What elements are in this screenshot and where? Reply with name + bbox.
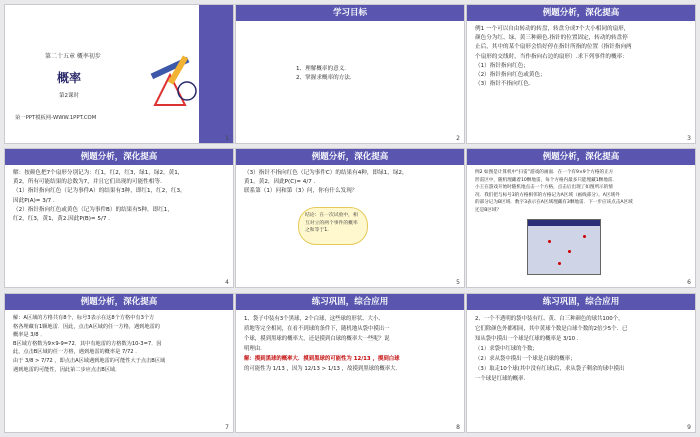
page-number: 7 — [225, 424, 229, 431]
text-line: 它们除颜色外都相同，其中黄球个数是白球个数的2倍少5个．已 — [475, 326, 628, 332]
text-line: 知从袋中摸出一个球是红球的概率是 3/10 ． — [475, 336, 583, 342]
slide-header: 例题分析，深化提高 — [5, 294, 233, 310]
slide-header: 学习目标 — [236, 5, 464, 21]
slide-thumbnail-8[interactable] — [235, 293, 465, 433]
text-line: 此，点击B区域的任一方格，遇到地雷的概率是 7/72 ． — [13, 349, 141, 356]
text-line: 还是B区域？ — [475, 207, 502, 213]
conclusion-callout: 结论：在一次试验中，相互对立的两个事件的概率之和等于1. — [298, 207, 368, 245]
text-line: 黄1，黄2，因此P(C)= 4/7 . — [244, 179, 316, 186]
goal-item: 2、掌握求概率的方法. — [296, 75, 352, 82]
chapter-label: 第二十五章 概率初步 — [45, 53, 101, 60]
text-line: 况．我们把与标号3的方格相邻的方格记为A区域（画线部分），A区域外 — [475, 192, 620, 198]
minesweeper-illustration — [527, 219, 601, 275]
text-line: 一个球是红球的概率. — [475, 376, 526, 382]
slide-header: 例题分析，深化提高 — [467, 5, 695, 21]
text-line: 1、袋子中装有3个黑球，2个白球，这些球的形状、大小、 — [244, 316, 384, 322]
stationery-illustration-icon — [145, 45, 205, 115]
text-line: 红2，红3，黄1，黄2.因此P(B)= 5/7 . — [13, 216, 110, 223]
page-number: 9 — [687, 424, 691, 431]
goal-item: 1、理解概率的意义. — [296, 66, 347, 72]
slide-header: 例题分析，深化提高 — [467, 149, 695, 165]
window-titlebar — [528, 220, 600, 226]
text-line: 遇到地雷的可能性，因此第二步应点击B区域． — [13, 366, 121, 373]
answer-line: 解：摸到黑球的概率大．摸到黑球的可能性为 12/13 ，摸到白球 — [244, 356, 400, 362]
text-line: 止后，其中的某个扇形会恰好停在指针所指的位置（指针指向两 — [475, 44, 632, 51]
text-line: 联系第（1）问和第（3）问，你有什么发现？ — [244, 188, 358, 195]
slide-title: 概率 — [57, 71, 82, 85]
text-line: 小王在游戏开始时随机地点击一个方格，点击后出现了如图所示的情 — [475, 185, 613, 191]
text-line: （2）指针指向红色或黄色； — [475, 72, 546, 79]
mine-marker — [548, 240, 551, 243]
text-line: 解：按颜色把7个扇形分别记为：红1，红2，红3，绿1，绿2，黄1， — [13, 170, 184, 176]
slide-header: 练习巩固，综合应用 — [236, 294, 464, 310]
text-line: 2、一个不透明的袋中装有红、黄、白三种颜色的球共100个， — [475, 316, 624, 322]
mine-marker — [568, 250, 571, 253]
page-number: 6 — [687, 279, 691, 286]
slide-thumbnail-6[interactable] — [466, 148, 696, 288]
page-number: 3 — [687, 135, 691, 142]
text-line: 因此P(A)= 3/7 . — [13, 197, 55, 204]
text-line: 解：A区域的方格共有8个，标号3表示在这8个方格中有3个方 — [13, 315, 155, 321]
slide-header: 例题分析，深化提高 — [5, 149, 233, 165]
lesson-label: 第2课时 — [59, 93, 79, 99]
text-line: （1）求袋中红球的个数； — [475, 346, 538, 352]
slide-thumbnail-9[interactable] — [466, 293, 696, 433]
text-line: （3）指针不指向红色（记为事件C）的结果有4种，即绿1，绿2， — [244, 170, 408, 176]
text-line: 颜色分为红、绿、黄三种颜色.指针的位置固定，转动的转盘停 — [475, 35, 628, 42]
text-line: （1）指针指向红色； — [475, 62, 529, 69]
text-line: （2）求从袋中摸出一个球是白球的概率； — [475, 356, 576, 362]
text-line: B区域方格数为9×9-9=72．其中有地雷的方格数为10-3=7．因 — [13, 340, 162, 347]
slide-thumbnail-4[interactable] — [4, 148, 234, 288]
text-line: 例2 如图是计算机中“扫雷”游戏的画面．在一个有9×9个方格的正方 — [475, 170, 614, 175]
text-line: （3）取走10个球(其中没有红球)后，求从袋子剩余的球中摸出 — [475, 366, 625, 372]
slide-thumbnail-2[interactable] — [235, 4, 465, 144]
page-number: 1 — [225, 135, 229, 142]
text-line: 的部分记为B区域．数字3表示在A区域埋藏有3颗地雷．下一步应该点击A区域 — [475, 200, 633, 206]
slide-header: 例题分析，深化提高 — [236, 149, 464, 165]
text-line: 概率是 3/8 ． — [13, 332, 46, 339]
page-number: 5 — [456, 279, 460, 286]
text-line: 由于 3/8 > 7/72 ，即点击A区域遇到地雷的可能性大于点击B区域 — [13, 357, 166, 364]
text-line: 个球，摸到黑球的概率大，还是摸到白球的概率大一些呢？说 — [244, 336, 390, 342]
text-line: （2）指针指向红色或黄色（记为事件B）的结果有5种，即红1， — [13, 206, 173, 213]
mine-marker — [558, 262, 561, 265]
mine-marker — [583, 235, 586, 238]
page-number: 2 — [456, 135, 460, 142]
text-line: 例1 一个可以自由转动的转盘，转盘分成7个大小相同的扇形， — [475, 26, 630, 32]
slide-thumbnail-1[interactable] — [4, 4, 234, 144]
text-line: 黄2，所有可能结果的总数为7，并且它们出现的可能性相等. — [13, 179, 162, 186]
text-line: 质地等完全相同，在看不到球的条件下，随机地从袋中摸出一 — [244, 326, 390, 332]
slide-thumbnail-7[interactable] — [4, 293, 234, 433]
text-line: 的可能性为 1/13 ，因为 12/13 > 1/13 ，故摸到黑球的概率大. — [244, 366, 398, 372]
slide-thumbnail-3[interactable] — [466, 4, 696, 144]
page-number: 4 — [225, 279, 229, 286]
text-line: （3）指针不指向红色. — [475, 81, 531, 88]
text-line: 个扇形的交线时，当作指向右边的扇形）.求下列事件的概率： — [475, 53, 628, 60]
text-line: 形雷区中，随机埋藏着10颗地雷，每个方格内最多只能埋藏1颗地雷． — [475, 177, 617, 183]
slide-thumbnail-5[interactable] — [235, 148, 465, 288]
page-number: 8 — [456, 424, 460, 431]
text-line: 明理由. — [244, 346, 262, 352]
slide-header: 练习巩固，综合应用 — [467, 294, 695, 310]
text-line: 格各埋藏有1颗地雷．因此，点击A区域的任一方格，遇到地雷的 — [13, 323, 160, 330]
text-line: （1）指针指向红色（记为事件A）的结果有3种，即红1，红2，红3， — [13, 188, 186, 195]
website-url: 第一PPT模板网-WWW.1PPT.COM — [15, 115, 97, 121]
